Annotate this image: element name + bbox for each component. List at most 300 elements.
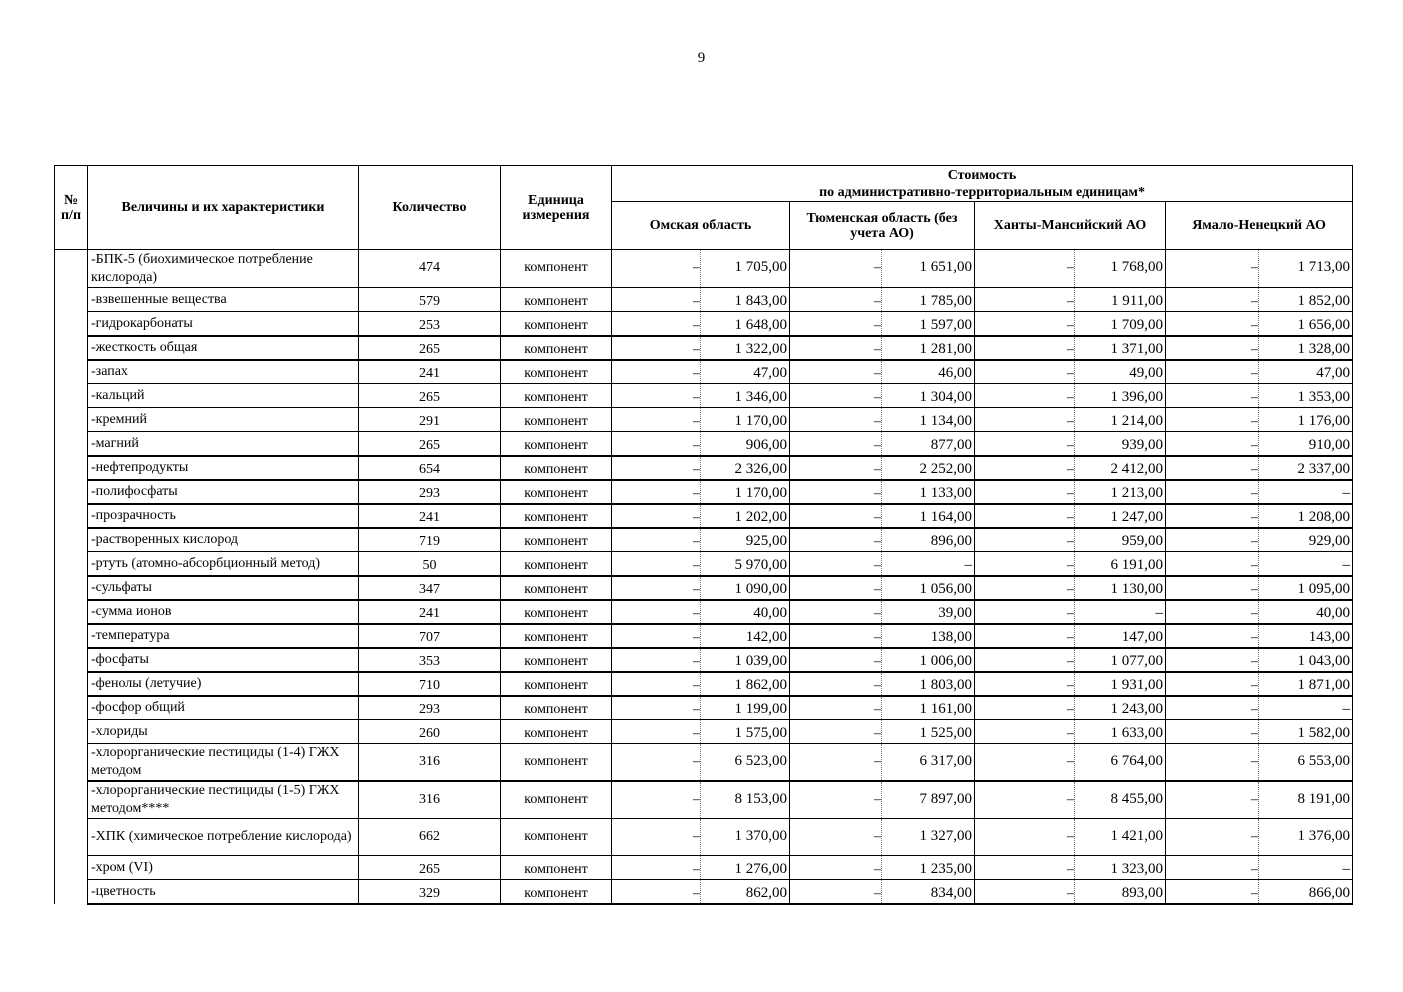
row-value: 1 276,00 xyxy=(701,856,790,880)
row-dash: – xyxy=(612,504,701,528)
row-dash: – xyxy=(1166,456,1259,480)
table-row xyxy=(55,696,1353,720)
row-value: 896,00 xyxy=(882,528,975,552)
row-value: 1 164,00 xyxy=(882,504,975,528)
row-qty: 241 xyxy=(359,360,501,384)
header-cost-title: Стоимость xyxy=(947,167,1017,183)
row-name: -сульфаты xyxy=(88,576,359,600)
row-name: -хлориды xyxy=(88,720,359,744)
row-value: 8 191,00 xyxy=(1259,781,1353,819)
table-row xyxy=(55,250,1353,288)
table-row xyxy=(55,819,1353,856)
row-dash: – xyxy=(975,696,1075,720)
row-dash: – xyxy=(790,408,882,432)
row-qty: 265 xyxy=(359,384,501,408)
row-name: -кальций xyxy=(88,384,359,408)
row-name: -полифосфаты xyxy=(88,480,359,504)
row-dash: – xyxy=(612,696,701,720)
table-row xyxy=(55,624,1353,648)
row-dash: – xyxy=(975,576,1075,600)
row-dash: – xyxy=(975,856,1075,880)
row-unit: компонент xyxy=(501,456,612,480)
row-unit: компонент xyxy=(501,576,612,600)
row-value: 6 317,00 xyxy=(882,744,975,782)
row-dash: – xyxy=(612,528,701,552)
row-dash: – xyxy=(790,781,882,819)
row-dash: – xyxy=(612,312,701,336)
row-name: -хлорорганические пестициды (1-5) ГЖХ методом**** xyxy=(88,781,359,819)
row-unit: компонент xyxy=(501,432,612,456)
row-value: 1 376,00 xyxy=(1259,819,1353,856)
row-value: – xyxy=(1259,480,1353,504)
table-row xyxy=(55,384,1353,408)
header-cost-subtitle: по административно-территориальным единицам* xyxy=(819,184,1145,200)
row-dash: – xyxy=(1166,336,1259,360)
row-value: 1 235,00 xyxy=(882,856,975,880)
row-dash: – xyxy=(790,360,882,384)
row-unit: компонент xyxy=(501,744,612,782)
table-row xyxy=(55,360,1353,384)
row-unit: компонент xyxy=(501,696,612,720)
row-value: 1 077,00 xyxy=(1075,648,1166,672)
row-dash: – xyxy=(975,250,1075,288)
row-dash: – xyxy=(612,856,701,880)
row-dash: – xyxy=(612,648,701,672)
table-row xyxy=(55,576,1353,600)
row-dash: – xyxy=(612,432,701,456)
row-dash: – xyxy=(612,552,701,576)
row-value: 1 039,00 xyxy=(701,648,790,672)
row-dash: – xyxy=(1166,408,1259,432)
row-dash: – xyxy=(790,528,882,552)
row-value: 939,00 xyxy=(1075,432,1166,456)
row-unit: компонент xyxy=(501,880,612,904)
row-dash: – xyxy=(975,720,1075,744)
row-value: 1 327,00 xyxy=(882,819,975,856)
header-cost xyxy=(612,166,1353,202)
row-dash: – xyxy=(790,856,882,880)
row-unit: компонент xyxy=(501,781,612,819)
row-name: -БПК-5 (биохимическое потребление кислорода) xyxy=(88,250,359,288)
row-value: 959,00 xyxy=(1075,528,1166,552)
header-region-tyumen: Тюменская область (без учета АО) xyxy=(790,202,975,250)
row-value: 906,00 xyxy=(701,432,790,456)
row-value: 1 575,00 xyxy=(701,720,790,744)
row-value: 1 852,00 xyxy=(1259,288,1353,312)
row-unit: компонент xyxy=(501,408,612,432)
row-dash: – xyxy=(975,360,1075,384)
row-value: 1 713,00 xyxy=(1259,250,1353,288)
row-value: – xyxy=(1259,552,1353,576)
table-row xyxy=(55,432,1353,456)
row-dash: – xyxy=(612,336,701,360)
row-dash: – xyxy=(1166,696,1259,720)
row-name: -взвешенные вещества xyxy=(88,288,359,312)
row-dash: – xyxy=(790,432,882,456)
row-name: -сумма ионов xyxy=(88,600,359,624)
row-unit: компонент xyxy=(501,819,612,856)
table-row xyxy=(55,456,1353,480)
row-value: 1 134,00 xyxy=(882,408,975,432)
row-dash: – xyxy=(790,552,882,576)
row-unit: компонент xyxy=(501,672,612,696)
row-value: 1 170,00 xyxy=(701,480,790,504)
row-dash: – xyxy=(1166,312,1259,336)
header-qty: Количество xyxy=(359,166,501,250)
table-row xyxy=(55,552,1353,576)
row-qty: 654 xyxy=(359,456,501,480)
row-qty: 662 xyxy=(359,819,501,856)
row-dash: – xyxy=(612,600,701,624)
row-dash: – xyxy=(1166,552,1259,576)
row-qty: 293 xyxy=(359,480,501,504)
row-value: 1 633,00 xyxy=(1075,720,1166,744)
row-value: 1 202,00 xyxy=(701,504,790,528)
table-row xyxy=(55,288,1353,312)
row-dash: – xyxy=(1166,781,1259,819)
row-dash: – xyxy=(975,288,1075,312)
row-dash: – xyxy=(1166,432,1259,456)
row-dash: – xyxy=(975,624,1075,648)
row-value: 1 161,00 xyxy=(882,696,975,720)
row-value: 910,00 xyxy=(1259,432,1353,456)
row-value: 1 133,00 xyxy=(882,480,975,504)
row-unit: компонент xyxy=(501,600,612,624)
row-unit: компонент xyxy=(501,552,612,576)
row-qty: 50 xyxy=(359,552,501,576)
row-dash: – xyxy=(612,672,701,696)
row-value: 893,00 xyxy=(1075,880,1166,904)
header-name: Величины и их характеристики xyxy=(88,166,359,250)
row-value: 1 597,00 xyxy=(882,312,975,336)
row-unit: компонент xyxy=(501,250,612,288)
row-dash: – xyxy=(975,528,1075,552)
row-value: 1 281,00 xyxy=(882,336,975,360)
row-dash: – xyxy=(975,648,1075,672)
row-number-cell xyxy=(55,250,88,904)
row-value: 1 213,00 xyxy=(1075,480,1166,504)
row-value: – xyxy=(1075,600,1166,624)
header-num: № п/п xyxy=(55,166,88,250)
row-dash: – xyxy=(790,456,882,480)
table-row xyxy=(55,408,1353,432)
row-dash: – xyxy=(1166,528,1259,552)
row-value: 1 353,00 xyxy=(1259,384,1353,408)
row-value: 1 370,00 xyxy=(701,819,790,856)
row-value: 1 006,00 xyxy=(882,648,975,672)
row-dash: – xyxy=(1166,672,1259,696)
row-dash: – xyxy=(790,336,882,360)
row-value: 1 396,00 xyxy=(1075,384,1166,408)
row-value: 6 191,00 xyxy=(1075,552,1166,576)
row-dash: – xyxy=(1166,819,1259,856)
row-dash: – xyxy=(975,312,1075,336)
row-dash: – xyxy=(612,288,701,312)
row-name: -жесткость общая xyxy=(88,336,359,360)
row-dash: – xyxy=(612,408,701,432)
row-dash: – xyxy=(1166,480,1259,504)
row-value: 1 304,00 xyxy=(882,384,975,408)
row-dash: – xyxy=(975,384,1075,408)
row-value: 1 931,00 xyxy=(1075,672,1166,696)
row-value: 138,00 xyxy=(882,624,975,648)
row-dash: – xyxy=(612,384,701,408)
row-dash: – xyxy=(1166,856,1259,880)
row-value: 1 176,00 xyxy=(1259,408,1353,432)
row-value: 8 153,00 xyxy=(701,781,790,819)
row-dash: – xyxy=(612,781,701,819)
table-row xyxy=(55,648,1353,672)
row-value: 6 553,00 xyxy=(1259,744,1353,782)
row-value: 1 371,00 xyxy=(1075,336,1166,360)
row-dash: – xyxy=(612,624,701,648)
row-value: 143,00 xyxy=(1259,624,1353,648)
row-unit: компонент xyxy=(501,648,612,672)
row-value: 40,00 xyxy=(1259,600,1353,624)
row-dash: – xyxy=(1166,624,1259,648)
table-row xyxy=(55,720,1353,744)
row-name: -хлорорганические пестициды (1-4) ГЖХ методом xyxy=(88,744,359,782)
row-value: 1 525,00 xyxy=(882,720,975,744)
row-dash: – xyxy=(790,624,882,648)
row-qty: 707 xyxy=(359,624,501,648)
row-dash: – xyxy=(790,288,882,312)
row-dash: – xyxy=(790,744,882,782)
row-dash: – xyxy=(975,552,1075,576)
row-dash: – xyxy=(612,720,701,744)
row-value: – xyxy=(1259,696,1353,720)
row-dash: – xyxy=(1166,744,1259,782)
row-value: 1 170,00 xyxy=(701,408,790,432)
row-name: -магний xyxy=(88,432,359,456)
row-dash: – xyxy=(1166,648,1259,672)
row-value: 1 843,00 xyxy=(701,288,790,312)
row-dash: – xyxy=(1166,600,1259,624)
table-row xyxy=(55,781,1353,819)
row-value: 1 130,00 xyxy=(1075,576,1166,600)
row-value: 866,00 xyxy=(1259,880,1353,904)
row-qty: 719 xyxy=(359,528,501,552)
row-name: -гидрокарбонаты xyxy=(88,312,359,336)
row-dash: – xyxy=(612,744,701,782)
row-unit: компонент xyxy=(501,480,612,504)
row-dash: – xyxy=(790,384,882,408)
row-value: – xyxy=(882,552,975,576)
row-qty: 260 xyxy=(359,720,501,744)
table-row xyxy=(55,312,1353,336)
row-dash: – xyxy=(1166,250,1259,288)
table-row xyxy=(55,336,1353,360)
row-dash: – xyxy=(1166,880,1259,904)
row-dash: – xyxy=(975,432,1075,456)
row-name: -кремний xyxy=(88,408,359,432)
row-value: 2 326,00 xyxy=(701,456,790,480)
row-value: 1 328,00 xyxy=(1259,336,1353,360)
row-value: 1 214,00 xyxy=(1075,408,1166,432)
row-value: 2 337,00 xyxy=(1259,456,1353,480)
table-body xyxy=(55,250,1353,904)
row-value: 1 090,00 xyxy=(701,576,790,600)
row-value: 1 803,00 xyxy=(882,672,975,696)
cost-table xyxy=(54,165,1353,905)
row-value: 1 656,00 xyxy=(1259,312,1353,336)
row-dash: – xyxy=(1166,504,1259,528)
row-name: -ртуть (атомно-абсорбционный метод) xyxy=(88,552,359,576)
page-number: 9 xyxy=(697,50,706,66)
row-value: 40,00 xyxy=(701,600,790,624)
row-dash: – xyxy=(790,576,882,600)
row-dash: – xyxy=(975,781,1075,819)
row-dash: – xyxy=(975,504,1075,528)
row-dash: – xyxy=(612,480,701,504)
row-dash: – xyxy=(1166,576,1259,600)
row-unit: компонент xyxy=(501,360,612,384)
row-dash: – xyxy=(975,480,1075,504)
row-dash: – xyxy=(1166,360,1259,384)
header-unit: Единица измерения xyxy=(501,166,612,250)
header-region-khmao: Ханты-Мансийский АО xyxy=(975,202,1166,250)
row-value: 6 764,00 xyxy=(1075,744,1166,782)
row-dash: – xyxy=(790,480,882,504)
row-value: 1 322,00 xyxy=(701,336,790,360)
row-qty: 241 xyxy=(359,504,501,528)
row-value: 2 252,00 xyxy=(882,456,975,480)
row-qty: 474 xyxy=(359,250,501,288)
row-qty: 265 xyxy=(359,432,501,456)
row-value: 49,00 xyxy=(1075,360,1166,384)
row-name: -нефтепродукты xyxy=(88,456,359,480)
row-unit: компонент xyxy=(501,528,612,552)
row-qty: 329 xyxy=(359,880,501,904)
row-name: -запах xyxy=(88,360,359,384)
row-dash: – xyxy=(612,576,701,600)
row-value: 1 056,00 xyxy=(882,576,975,600)
row-unit: компонент xyxy=(501,288,612,312)
row-name: -фенолы (летучие) xyxy=(88,672,359,696)
row-value: 1 208,00 xyxy=(1259,504,1353,528)
row-unit: компонент xyxy=(501,856,612,880)
table-row xyxy=(55,856,1353,880)
row-value: 1 705,00 xyxy=(701,250,790,288)
row-unit: компонент xyxy=(501,312,612,336)
row-value: 8 455,00 xyxy=(1075,781,1166,819)
row-dash: – xyxy=(975,672,1075,696)
row-qty: 316 xyxy=(359,744,501,782)
row-value: 1 768,00 xyxy=(1075,250,1166,288)
row-name: -фосфаты xyxy=(88,648,359,672)
row-qty: 241 xyxy=(359,600,501,624)
row-qty: 253 xyxy=(359,312,501,336)
table-row xyxy=(55,504,1353,528)
row-dash: – xyxy=(1166,288,1259,312)
row-dash: – xyxy=(975,744,1075,782)
table-row xyxy=(55,744,1353,782)
row-value: 877,00 xyxy=(882,432,975,456)
header-region-omsk: Омская область xyxy=(612,202,790,250)
row-dash: – xyxy=(790,312,882,336)
row-qty: 579 xyxy=(359,288,501,312)
row-dash: – xyxy=(612,880,701,904)
row-dash: – xyxy=(975,336,1075,360)
row-value: 1 582,00 xyxy=(1259,720,1353,744)
row-qty: 710 xyxy=(359,672,501,696)
row-value: 39,00 xyxy=(882,600,975,624)
row-value: 1 247,00 xyxy=(1075,504,1166,528)
row-qty: 293 xyxy=(359,696,501,720)
row-value: 1 323,00 xyxy=(1075,856,1166,880)
row-dash: – xyxy=(975,819,1075,856)
row-dash: – xyxy=(612,360,701,384)
row-dash: – xyxy=(975,456,1075,480)
row-name: -ХПК (химическое потребление кислорода) xyxy=(88,819,359,856)
row-value: 2 412,00 xyxy=(1075,456,1166,480)
table-row xyxy=(55,672,1353,696)
row-dash: – xyxy=(790,648,882,672)
row-value: 1 346,00 xyxy=(701,384,790,408)
row-dash: – xyxy=(1166,384,1259,408)
row-qty: 291 xyxy=(359,408,501,432)
row-qty: 265 xyxy=(359,336,501,360)
table-row xyxy=(55,480,1353,504)
row-name: -фосфор общий xyxy=(88,696,359,720)
row-value: 1 243,00 xyxy=(1075,696,1166,720)
row-value: – xyxy=(1259,856,1353,880)
row-value: 1 651,00 xyxy=(882,250,975,288)
row-value: 1 648,00 xyxy=(701,312,790,336)
row-dash: – xyxy=(790,696,882,720)
row-dash: – xyxy=(790,720,882,744)
row-value: 7 897,00 xyxy=(882,781,975,819)
row-value: 1 199,00 xyxy=(701,696,790,720)
row-value: 1 871,00 xyxy=(1259,672,1353,696)
row-value: 1 709,00 xyxy=(1075,312,1166,336)
row-dash: – xyxy=(612,456,701,480)
row-value: 834,00 xyxy=(882,880,975,904)
row-value: 6 523,00 xyxy=(701,744,790,782)
row-value: 925,00 xyxy=(701,528,790,552)
row-dash: – xyxy=(790,600,882,624)
row-value: 5 970,00 xyxy=(701,552,790,576)
row-dash: – xyxy=(975,408,1075,432)
row-dash: – xyxy=(1166,720,1259,744)
row-name: -температура xyxy=(88,624,359,648)
row-name: -прозрачность xyxy=(88,504,359,528)
row-value: 1 862,00 xyxy=(701,672,790,696)
row-unit: компонент xyxy=(501,624,612,648)
table-row xyxy=(55,880,1353,904)
row-dash: – xyxy=(790,504,882,528)
row-name: -хром (VI) xyxy=(88,856,359,880)
row-qty: 353 xyxy=(359,648,501,672)
table-row xyxy=(55,528,1353,552)
row-dash: – xyxy=(790,880,882,904)
row-unit: компонент xyxy=(501,336,612,360)
row-value: 47,00 xyxy=(701,360,790,384)
row-name: -растворенных кислород xyxy=(88,528,359,552)
row-dash: – xyxy=(790,819,882,856)
row-qty: 265 xyxy=(359,856,501,880)
row-dash: – xyxy=(612,250,701,288)
row-value: 47,00 xyxy=(1259,360,1353,384)
table-row xyxy=(55,600,1353,624)
row-unit: компонент xyxy=(501,504,612,528)
row-qty: 347 xyxy=(359,576,501,600)
header-region-yanao: Ямало-Ненецкий АО xyxy=(1166,202,1353,250)
row-unit: компонент xyxy=(501,720,612,744)
row-dash: – xyxy=(975,600,1075,624)
row-value: 1 911,00 xyxy=(1075,288,1166,312)
row-value: 929,00 xyxy=(1259,528,1353,552)
